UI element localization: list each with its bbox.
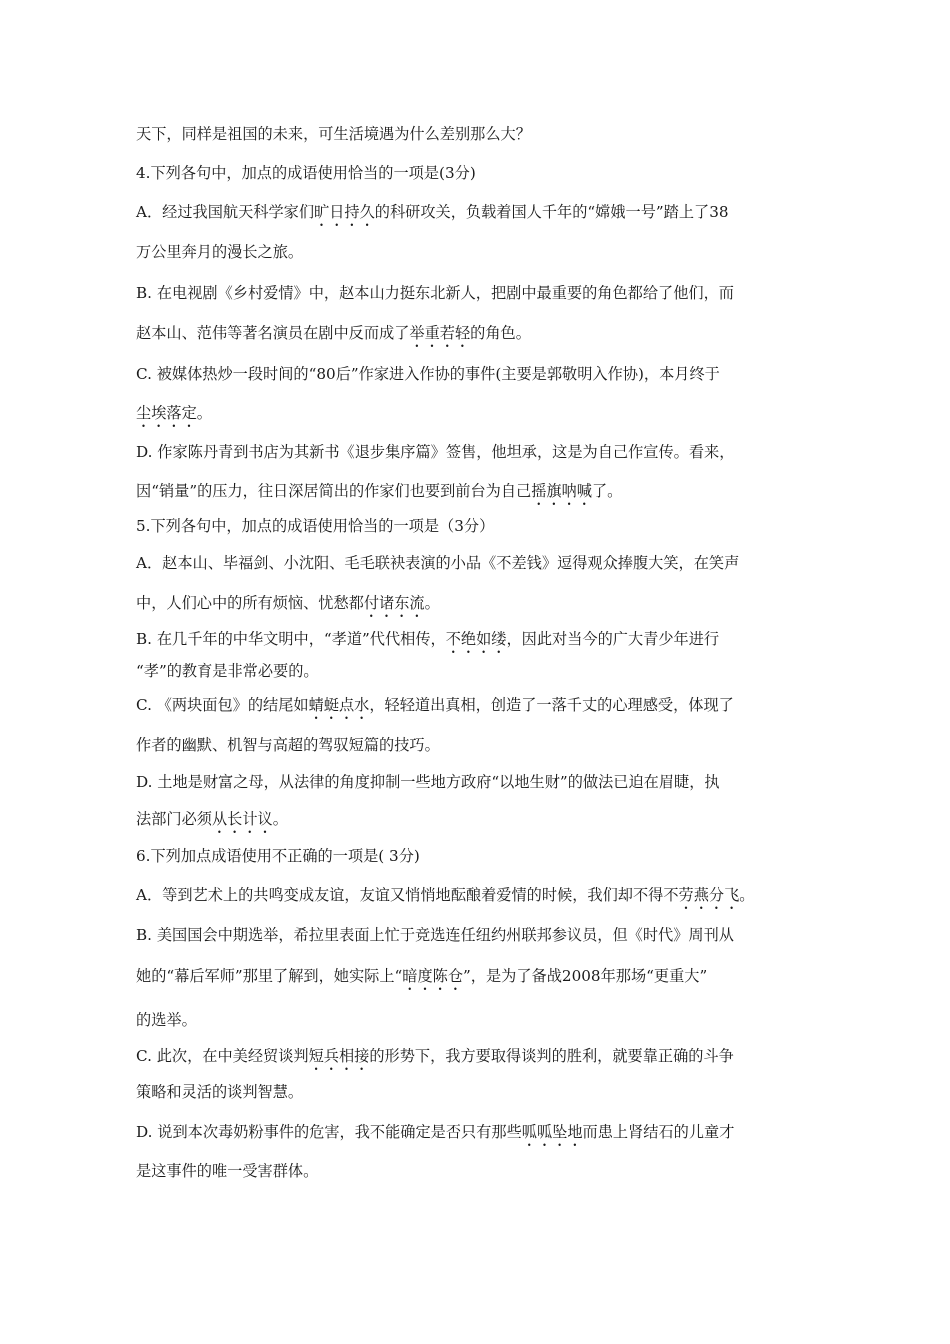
question-4-stem: 4.下列各句中，加点的成语使用恰当的一项是(3分) [136,164,476,182]
question-5-stem: 5.下列各句中，加点的成语使用恰当的一项是（3分） [136,517,495,535]
question-6-option-d: D. 说到本次毒奶粉事件的危害，我不能确定是否只有那些呱呱坠地而患上肾结石的儿童才 [136,1123,735,1141]
dotted-idiom: 举重若轻 [409,324,471,342]
dotted-idiom: 蜻蜓点水 [308,696,370,714]
dotted-idiom: 尘埃落定 [136,404,197,422]
question-5-option-a: A．赵本山、毕福剑、小沈阳、毛毛联袂表演的小品《不差钱》逗得观众捧腹大笑，在笑声 [136,554,740,572]
text-line: 尘埃落定。 [136,404,212,422]
question-6-option-a: A．等到艺术上的共鸣变成友谊，友谊又悄悄地酝酿着爱情的时候，我们却不得不劳燕分飞。 [136,886,755,904]
text-line: 赵本山、范伟等著名演员在剧中反而成了举重若轻的角色。 [136,324,531,342]
question-4-option-d: D. 作家陈丹青到书店为其新书《退步集序篇》签售，他坦承，这是为自己作宣传。看来， [136,443,735,461]
text-line: 是这事件的唯一受害群体。 [136,1162,319,1180]
dotted-idiom: 从长计议 [211,810,273,828]
text-line: “孝”的教育是非常必要的。 [136,662,319,680]
dotted-idiom: 旷日持久 [314,203,375,221]
text-line: 她的“幕后军师”那里了解到，她实际上“暗度陈仓”，是为了备战2008年那场“更重大” [136,967,708,985]
question-6-stem: 6.下列加点成语使用不正确的一项是( 3分) [136,847,420,865]
text-line: 策略和灵活的谈判智慧。 [136,1083,304,1101]
question-5-option-d: D. 土地是财富之母，从法律的角度抑制一些地方政府“以地生财”的做法已迫在眉睫，执 [136,773,720,791]
text-line: 因“销量”的压力，往日深居简出的作家们也要到前台为自己摇旗呐喊了。 [136,482,623,500]
dotted-idiom: 付诸东流 [363,594,425,612]
text-line: 法部门必须从长计议。 [136,810,288,828]
question-5-option-b: B. 在几千年的中华文明中，“孝道”代代相传，不绝如缕，因此对当今的广大青少年进行 [136,630,720,648]
dotted-idiom: 劳燕分飞 [678,886,740,904]
question-4-option-b: B. 在电视剧《乡村爱情》中，赵本山力挺东北新人，把剧中最重要的角色都给了他们，而 [136,284,734,302]
dotted-idiom: 短兵相接 [308,1047,370,1065]
dotted-idiom: 不绝如缕 [445,630,507,648]
question-6-option-c: C. 此次，在中美经贸谈判短兵相接的形势下，我方要取得谈判的胜利，就要靠正确的斗争 [136,1047,734,1065]
question-4-option-c: C. 被媒体热炒一段时间的“80后”作家进入作协的事件(主要是郭敬明入作协)，本月终于 [136,365,720,383]
text-line: 天下，同样是祖国的未来，可生活境遇为什么差别那么大？ [136,125,531,143]
dotted-idiom: 摇旗呐喊 [531,482,592,500]
text-line: 的选举。 [136,1011,197,1029]
text-line: 万公里奔月的漫长之旅。 [136,243,304,261]
text-line: 作者的幽默、机智与高超的驾驭短篇的技巧。 [136,736,440,754]
dotted-idiom: 暗度陈仓 [402,967,464,985]
dotted-idiom: 呱呱坠地 [521,1123,583,1141]
question-6-option-b: B. 美国国会中期选举，希拉里表面上忙于竞选连任纽约州联邦参议员，但《时代》周刊从 [136,926,734,944]
question-5-option-c: C. 《两块面包》的结尾如蜻蜓点水，轻轻道出真相，创造了一落千丈的心理感受，体现了 [136,696,734,714]
text-line: 中，人们心中的所有烦恼、忧愁都付诸东流。 [136,594,440,612]
question-4-option-a: A．经过我国航天科学家们旷日持久的科研攻关，负载着国人千年的“嫦娥一号”踏上了38 [136,203,729,221]
